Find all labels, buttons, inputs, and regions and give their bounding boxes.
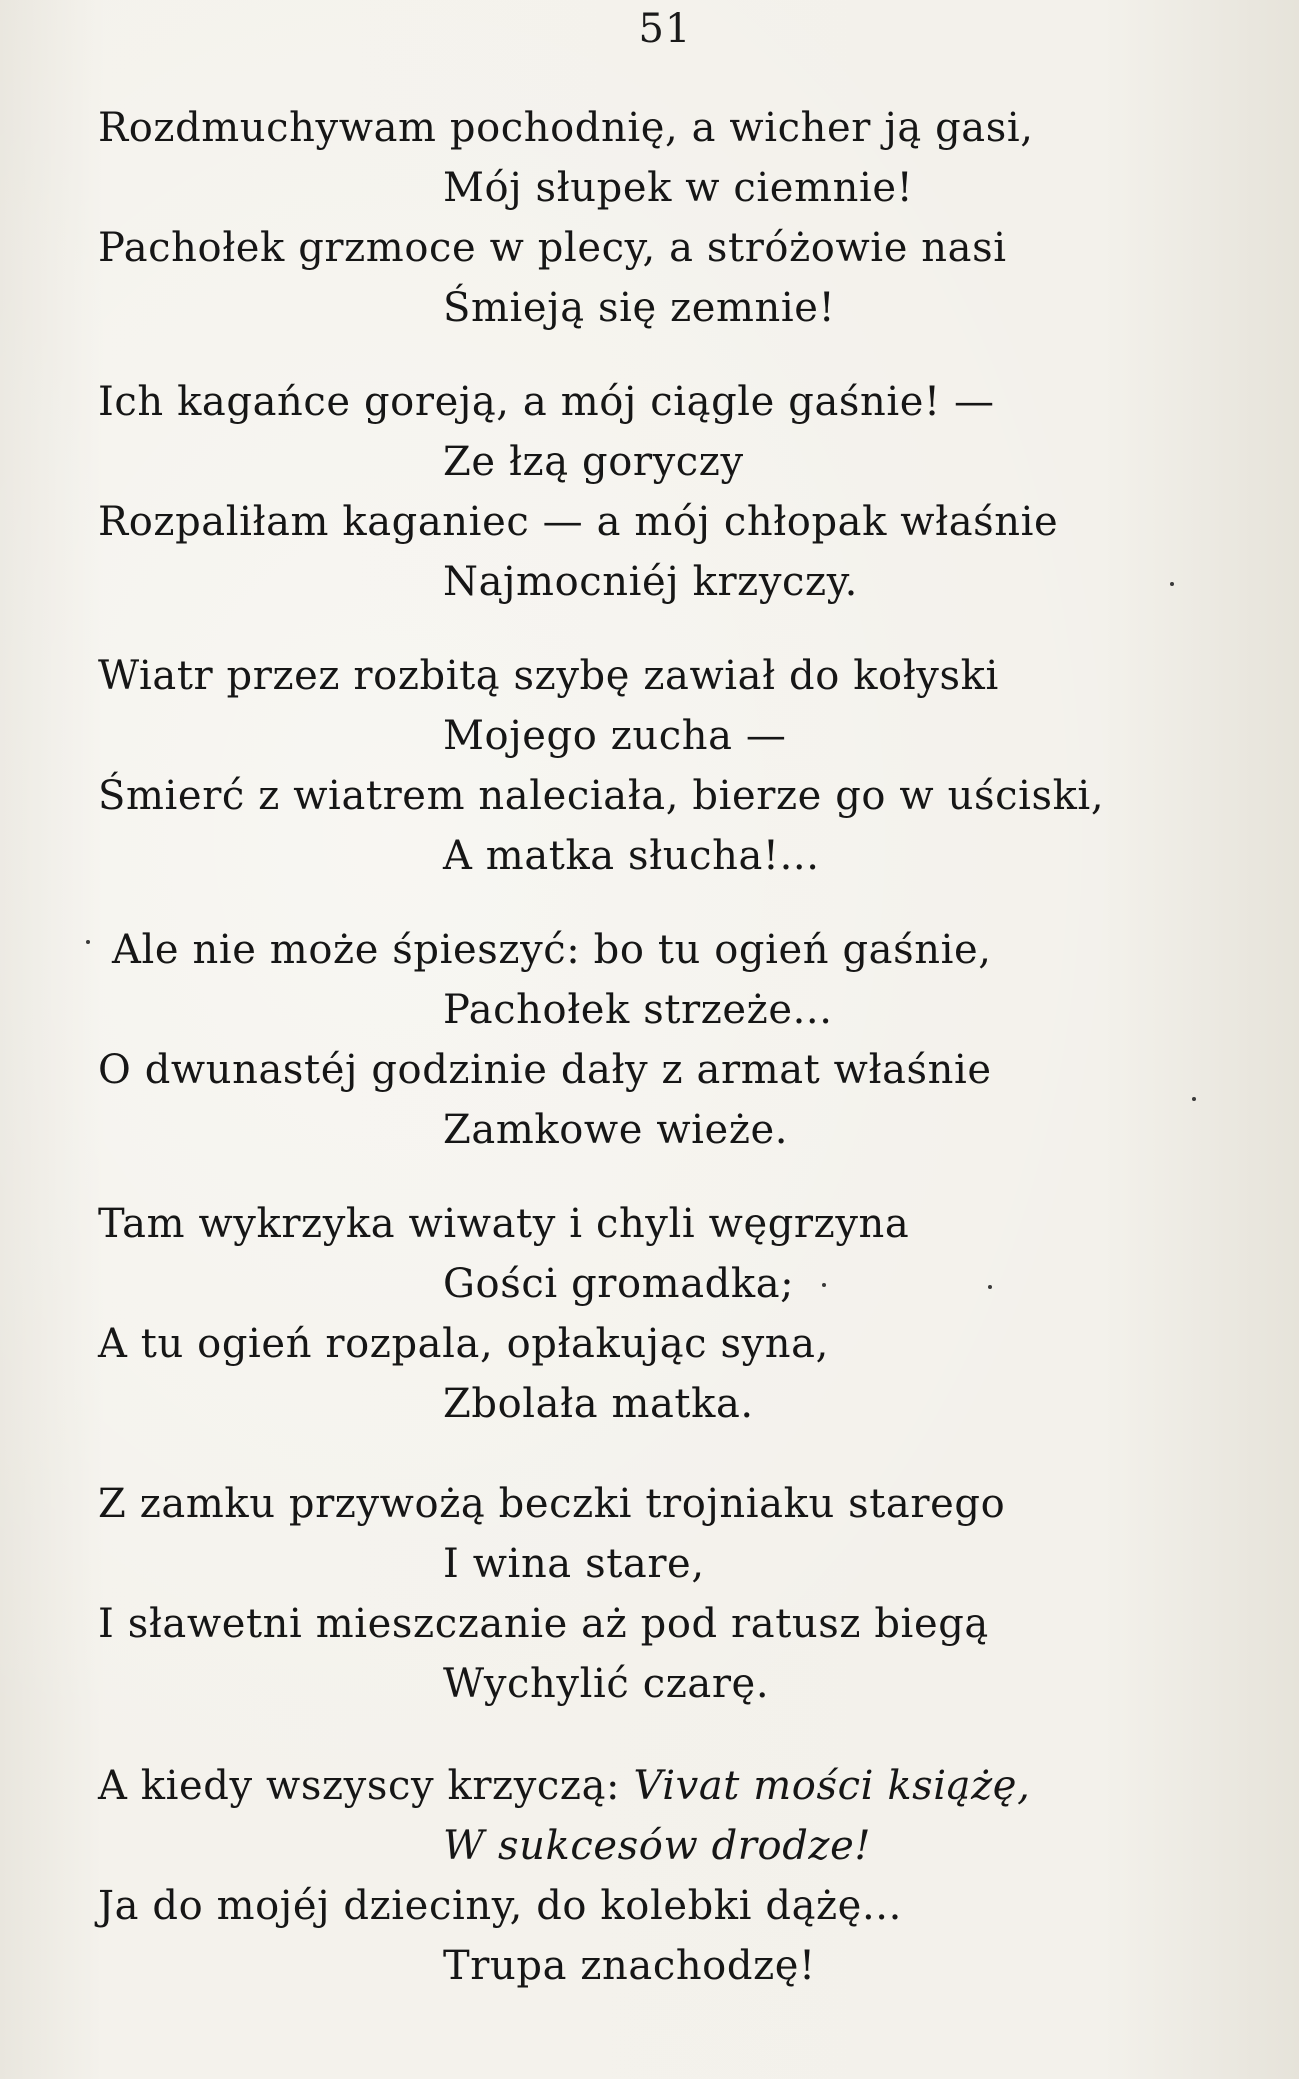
verse-line: Ja do mojéj dzieciny, do kolebki dążę... [98, 1883, 902, 1929]
verse-line: A tu ogień rozpala, opłakując syna, [98, 1321, 829, 1367]
stanza-6 [98, 1474, 1258, 1714]
verse-line: Ale nie może śpieszyć: bo tu ogień gaśnie, [112, 927, 992, 973]
verse-line: Z zamku przywożą beczki trojniaku starego [98, 1481, 1006, 1527]
verse-line [98, 1756, 1258, 1816]
stanza-5 [98, 1194, 1258, 1434]
verse-line: Trupa znachodzę! [443, 1943, 816, 1989]
page-number: 51 [638, 6, 692, 52]
verse-line: A matka słucha!... [443, 833, 820, 879]
print-speck [988, 1285, 992, 1289]
verse-line: Rozpaliłam kaganiec — a mój chłopak właśnie [98, 499, 1059, 545]
verse-line: Zamkowe wieże. [443, 1107, 789, 1153]
verse-line: Rozdmuchywam pochodnię, a wicher ją gasi, [98, 105, 1034, 151]
verse-line: Śmieją się zemnie! [443, 285, 836, 331]
stanza-3 [98, 646, 1258, 886]
verse-line: Wiatr przez rozbitą szybę zawiał do kołyski [98, 653, 999, 699]
verse-line: Mój słupek w ciemnie! [443, 165, 914, 211]
stanza-2 [98, 372, 1258, 612]
verse-line: O dwunastéj godzinie dały z armat właśnie [98, 1047, 992, 1093]
verse-line: Najmocniéj krzyczy. [443, 559, 858, 605]
print-speck [1192, 1097, 1196, 1101]
print-speck [822, 1283, 826, 1287]
stanza-4 [98, 920, 1258, 1160]
verse-line: Zbolała matka. [443, 1381, 754, 1427]
verse-line: Ich kagańce goreją, a mój ciągle gaśnie! — [98, 379, 995, 425]
stanza-1 [98, 98, 1258, 338]
verse-line-italic-text: Vivat mości książę, [633, 1763, 1031, 1809]
verse-line: I wina stare, [443, 1541, 705, 1587]
verse-line: I sławetni mieszczanie aż pod ratusz biegą [98, 1601, 989, 1647]
verse-line: Mojego zucha — [443, 713, 787, 759]
stanza-7 [98, 1756, 1258, 1996]
verse-line: Gości gromadka; [443, 1261, 795, 1307]
verse-line: Pachołek grzmoce w plecy, a stróżowie nasi [98, 225, 1007, 271]
print-speck [1170, 582, 1174, 586]
print-speck [86, 940, 90, 944]
verse-line: Tam wykrzyka wiwaty i chyli węgrzyna [98, 1201, 910, 1247]
verse-line: Wychylić czarę. [443, 1661, 770, 1707]
verse-line: Ze łzą goryczy [443, 439, 744, 485]
verse-line-italic: W sukcesów drodze! [443, 1823, 872, 1869]
verse-line: Pachołek strzeże... [443, 987, 833, 1033]
verse-line: Śmierć z wiatrem naleciała, bierze go w uściski, [98, 773, 1105, 819]
verse-line-text: A kiedy wszyscy krzyczą: [98, 1763, 634, 1809]
